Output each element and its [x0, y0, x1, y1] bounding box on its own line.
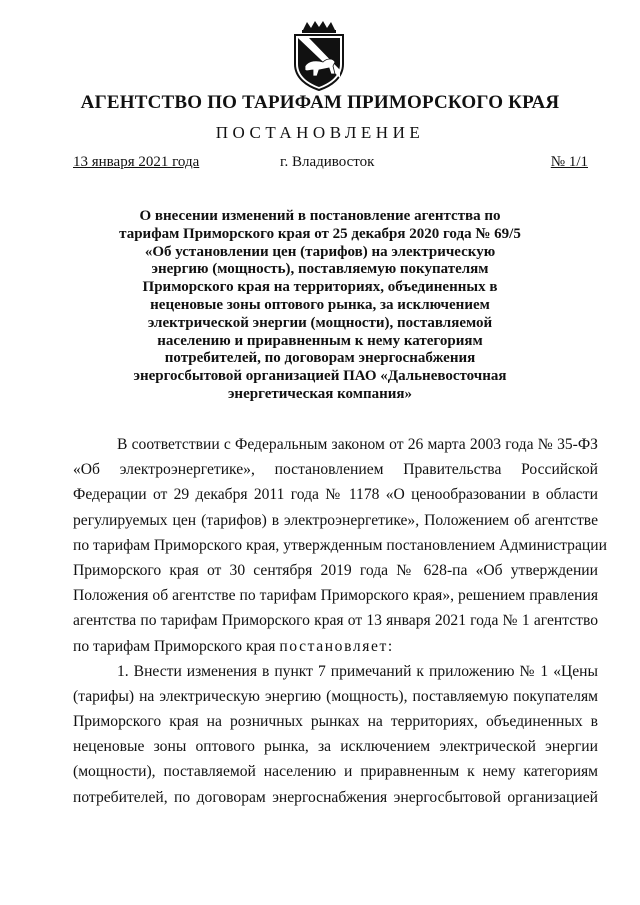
body-line-last: [73, 634, 598, 659]
body-line: регулируемых цен (тарифов) в электроэнергетике», Положением об агентстве: [73, 511, 598, 529]
body-line: Приморского края от 30 сентября 2019 года № 628-па «Об утверждении: [73, 561, 598, 579]
document-type: ПОСТАНОВЛЕНИЕ: [215, 123, 425, 142]
body-line: Положения об агентстве по тарифам Приморского края», решением правления: [73, 587, 598, 605]
title-line: «Об установлении цен (тарифов) на электрическую: [144, 243, 496, 260]
body-line: по тарифам Приморского края, утвержденным постановлением Администрации: [73, 536, 607, 554]
body-line: неценовые зоны оптового рынка, за исключением электрической энергии: [73, 738, 598, 756]
title-line: энергию (мощность), поставляемую покупателям: [151, 261, 489, 278]
title-line: тарифам Приморского края от 25 декабря 2020 года № 69/5: [119, 225, 521, 242]
body-line: 1. Внести изменения в пункт 7 примечаний к приложению № 1 «Цены: [117, 662, 598, 680]
title-line: потребителей, по договорам энергоснабжения: [164, 350, 476, 367]
body-text: по тарифам Приморского края: [73, 637, 280, 655]
title-line: энергетическая компания»: [227, 385, 413, 402]
document-date: 13 января 2021 года: [73, 154, 200, 170]
document-body: [73, 432, 607, 810]
document-city: г. Владивосток: [280, 154, 375, 170]
body-line: «Об электроэнергетике», постановлением Правительства Российской: [73, 461, 598, 479]
body-line: (тарифы) на электрическую энергию (мощность), поставляемую покупателям: [73, 687, 598, 705]
title-line: О внесении изменений в постановление агентства по: [139, 208, 501, 224]
title-line: Приморского края на территориях, объединенных в: [142, 279, 498, 296]
title-line: населению и приравненным к нему категориям: [157, 332, 483, 349]
body-line: Приморского края на розничных рынках на территориях, объединенных в: [73, 713, 598, 731]
body-line: В соответствии с Федеральным законом от 26 марта 2003 года № 35-ФЗ: [117, 436, 598, 453]
document-number: № 1/1: [550, 154, 588, 170]
title-line: неценовые зоны оптового рынка, за исключением: [150, 296, 490, 313]
body-line: (мощности), поставляемой населению и приравненным к нему категориям: [73, 763, 598, 781]
document-title: [100, 208, 540, 404]
agency-name: АГЕНТСТВО ПО ТАРИФАМ ПРИМОРСКОГО КРАЯ: [80, 92, 560, 113]
body-line: потребителей, по договорам энергоснабжения энергосбытовой организацией: [73, 788, 598, 806]
body-line: агентства по тарифам Приморского края от 13 января 2021 года № 1 агентство: [73, 612, 598, 630]
title-line: электрической энергии (мощности), поставляемой: [147, 314, 493, 331]
resolution-keyword: постановляет:: [279, 637, 394, 655]
primorsky-krai-coat-of-arms-icon: [289, 20, 349, 92]
body-line: Федерации от 29 декабря 2011 года № 1178 «О ценообразовании в области: [73, 486, 598, 504]
title-line: энергосбытовой организацией ПАО «Дальневосточная: [133, 368, 507, 385]
